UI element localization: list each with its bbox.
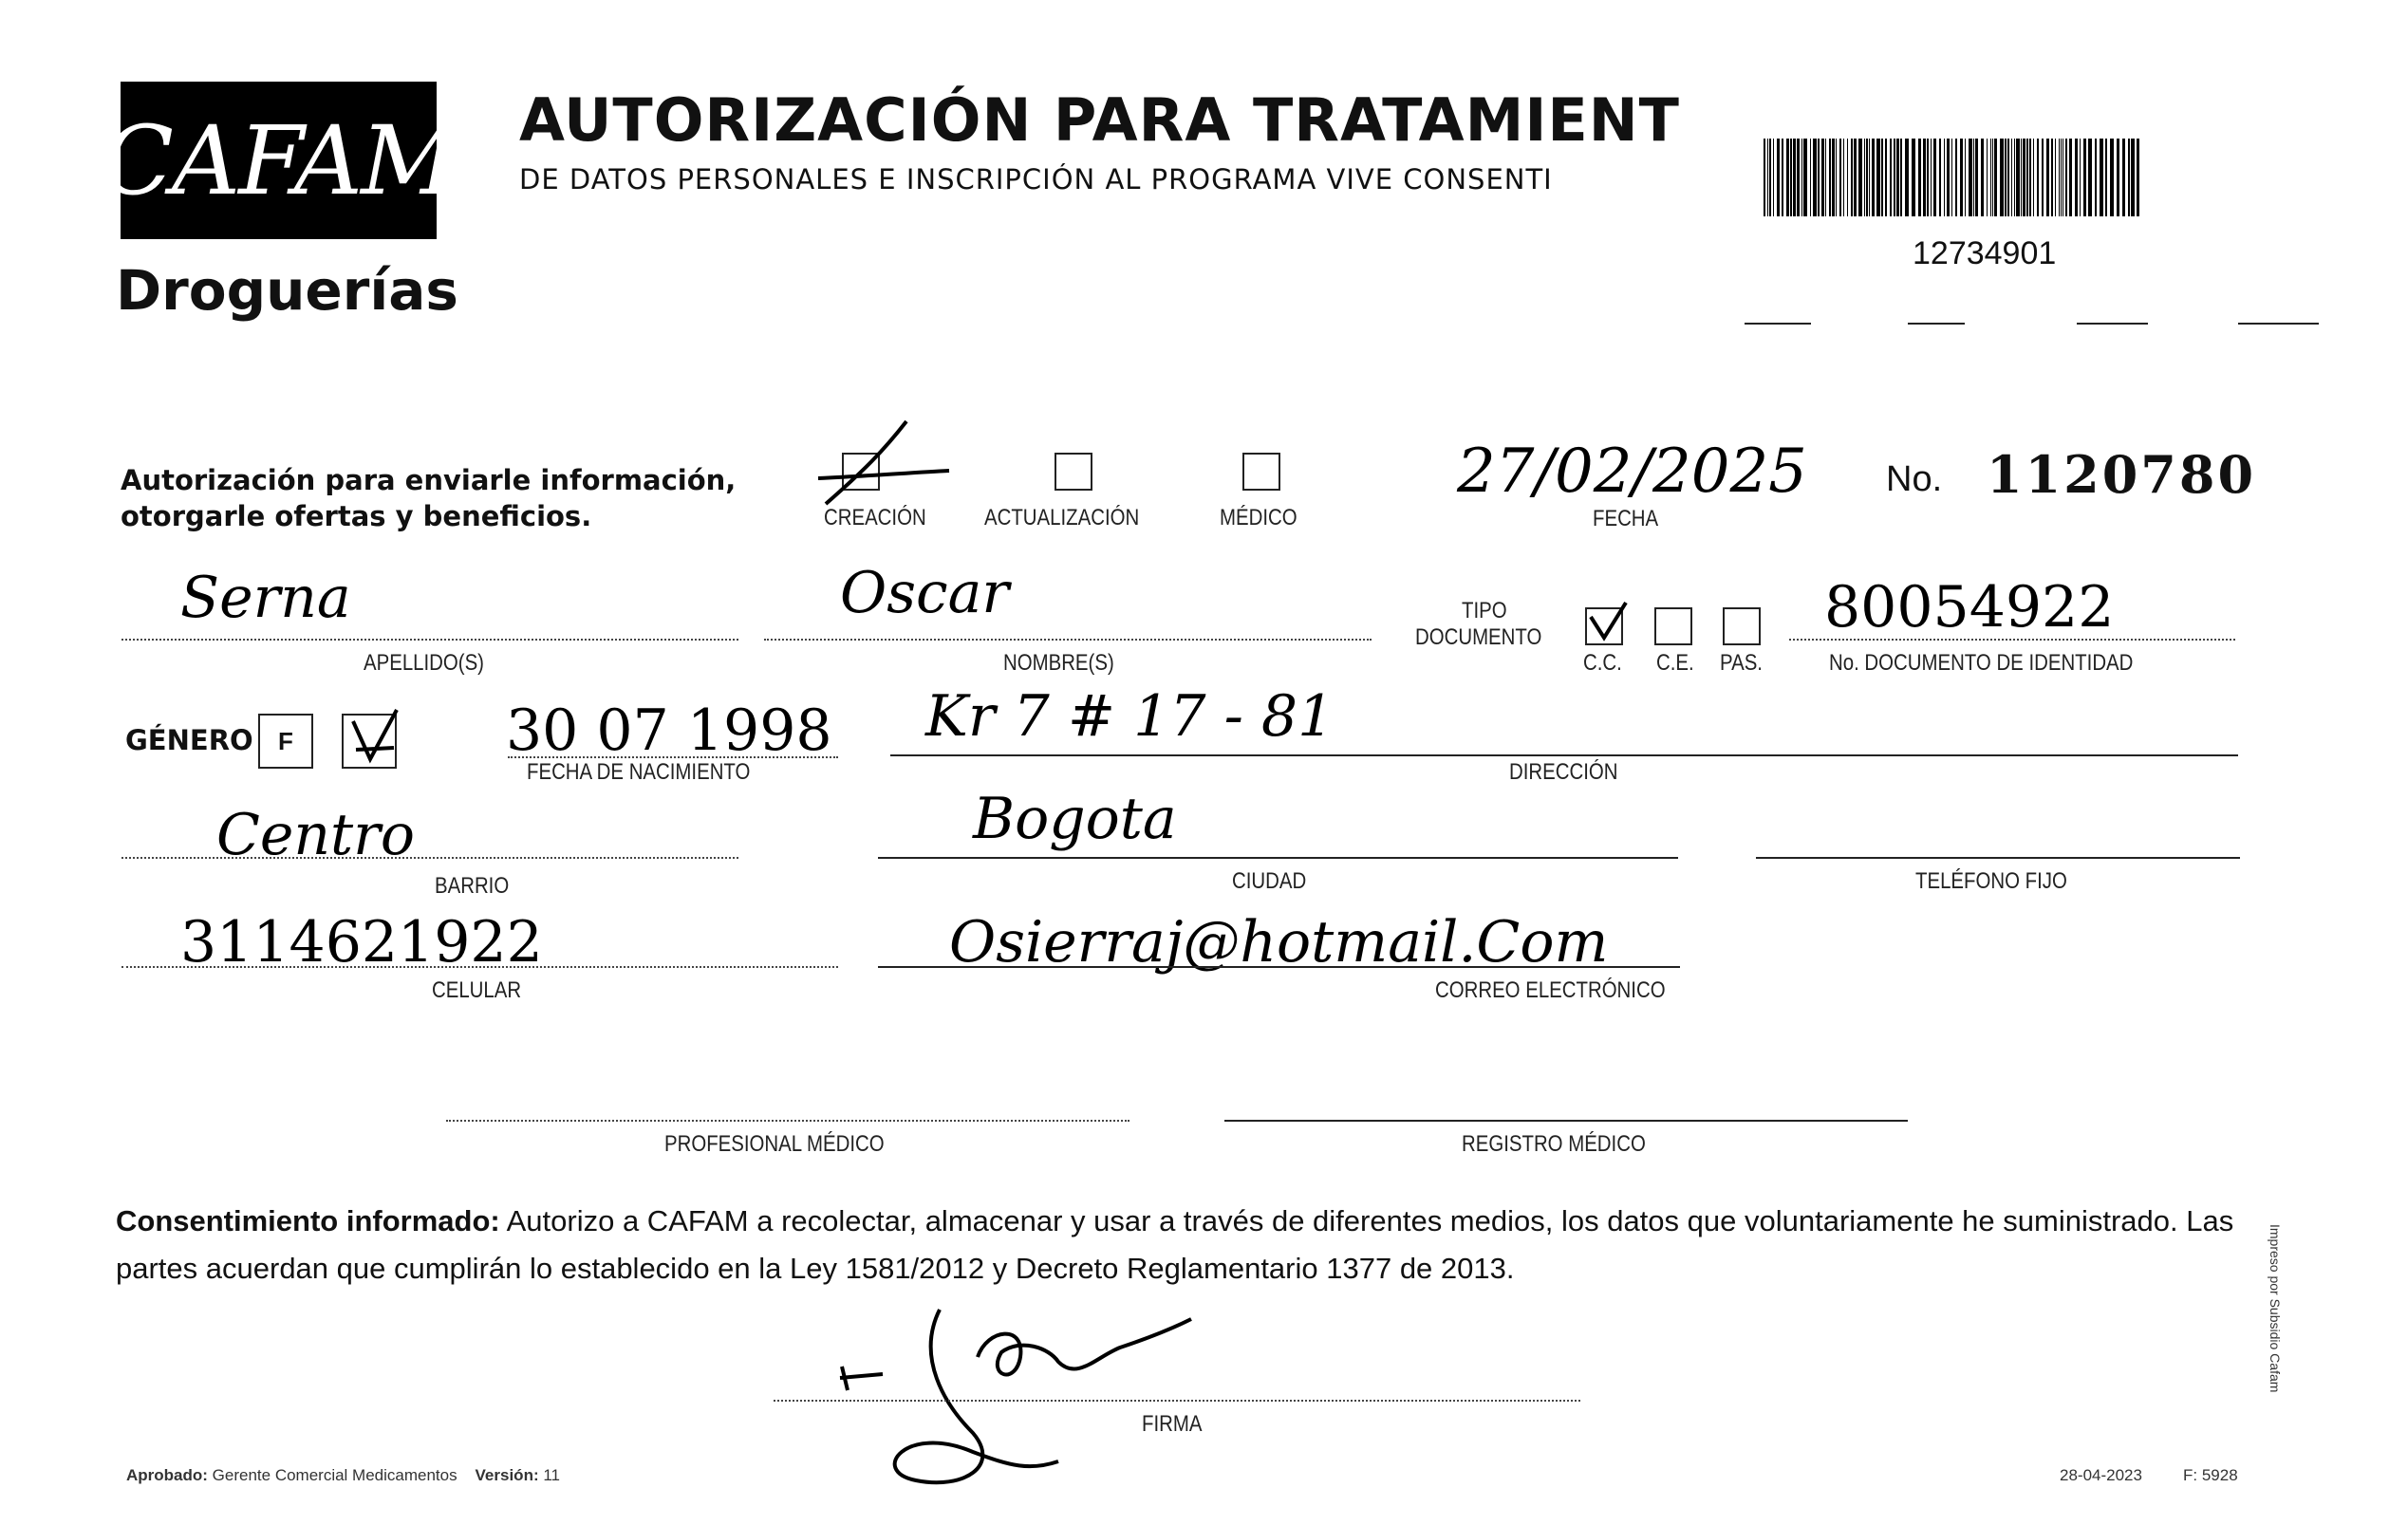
profesional-line	[446, 1120, 1129, 1122]
ciudad-value: Bogota	[973, 786, 1177, 852]
barcode-bar	[1931, 139, 1932, 216]
form-number: 1120780	[1987, 444, 2257, 505]
nacimiento-line	[508, 756, 838, 758]
barcode-bar	[1782, 139, 1783, 216]
barcode-bar	[1803, 139, 1807, 216]
barcode-bar	[1981, 139, 1984, 216]
barcode-bar	[2014, 139, 2015, 216]
divider	[2077, 323, 2148, 325]
form-title: AUTORIZACIÓN PARA TRATAMIENT	[519, 85, 1680, 155]
tipo-label: TIPO	[1462, 598, 1507, 623]
barcode-bar	[1866, 139, 1868, 216]
signature-line	[774, 1400, 1580, 1402]
ciudad-line	[878, 857, 1678, 859]
footer-approval	[126, 1466, 560, 1485]
correo-line	[878, 966, 1680, 968]
barcode-bar	[1821, 139, 1824, 216]
direccion-label: DIRECCIÓN	[1509, 759, 1618, 785]
nombres-label: NOMBRE(S)	[1003, 650, 1114, 676]
barcode-bar	[1876, 139, 1880, 216]
barcode-bar	[2005, 139, 2007, 216]
barcode-bar	[1769, 139, 1771, 216]
profesional-label: PROFESIONAL MÉDICO	[664, 1131, 885, 1157]
genero-f-label: F	[278, 726, 293, 755]
barcode	[1764, 139, 2143, 216]
doc-ce-checkbox[interactable]	[1654, 607, 1692, 645]
barcode-bar	[2000, 139, 2004, 216]
side-print-text: Impreso por Subsidio Cafam	[2268, 1224, 2283, 1393]
apellidos-label: APELLIDO(S)	[364, 650, 484, 676]
barcode-bar	[2026, 139, 2028, 216]
barcode-bar	[1829, 139, 1831, 216]
signature	[774, 1300, 1305, 1509]
barcode-bar	[1896, 139, 1899, 216]
barcode-bar	[1793, 139, 1796, 216]
barcode-bar	[1786, 139, 1789, 216]
doc-ce-label: C.E.	[1656, 650, 1694, 676]
no-label: No.	[1886, 459, 1943, 499]
barcode-bar	[1973, 139, 1974, 216]
logo-text: CAFAM	[101, 104, 457, 216]
barcode-bar	[1905, 139, 1909, 216]
telefono-label: TELÉFONO FIJO	[1915, 868, 2067, 894]
telefono-line	[1756, 857, 2240, 859]
barcode-bar	[1960, 139, 1963, 216]
divider	[2238, 323, 2319, 325]
barcode-bar	[1767, 139, 1768, 216]
direccion-value: Kr 7 # 17 - 81	[925, 683, 1335, 750]
doc-pas-label: PAS.	[1720, 650, 1763, 676]
barcode-bar	[1864, 139, 1865, 216]
celular-label: CELULAR	[432, 977, 522, 1003]
barcode-bar	[1843, 139, 1844, 216]
barcode-bar	[1927, 139, 1929, 216]
aprobado-label: Aprobado:	[126, 1466, 208, 1484]
nombres-line	[764, 639, 1372, 641]
barcode-bar	[2046, 139, 2049, 216]
check-mark-icon	[342, 702, 408, 773]
medical-checkbox[interactable]	[1242, 453, 1280, 491]
barcode-bar	[1918, 139, 1921, 216]
barcode-bar	[1975, 139, 1978, 216]
barcode-bar	[1900, 139, 1902, 216]
barcode-bar	[2128, 139, 2130, 216]
nombres-value: Oscar	[840, 560, 1010, 626]
barcode-bar	[2033, 139, 2034, 216]
barcode-bar	[1955, 139, 1957, 216]
barcode-bar	[2095, 139, 2097, 216]
barcode-bar	[2100, 139, 2103, 216]
barcode-bar	[2037, 139, 2039, 216]
barcode-bar	[2016, 139, 2020, 216]
barcode-bar	[1990, 139, 1991, 216]
ciudad-label: CIUDAD	[1232, 868, 1307, 894]
fecha-value: 27/02/2025	[1457, 437, 1807, 507]
doc-pas-checkbox[interactable]	[1723, 607, 1761, 645]
logo-subtitle: Droguerías	[116, 258, 458, 323]
check-mark-icon	[1583, 598, 1631, 650]
barcode-bar	[2007, 139, 2009, 216]
correo-value: Osierraj@hotmail.Com	[949, 909, 1609, 976]
barcode-bar	[1947, 139, 1950, 216]
cafam-logo	[101, 82, 457, 239]
barcode-bar	[1777, 139, 1780, 216]
barcode-bar	[1969, 139, 1972, 216]
doc-number-label: No. DOCUMENTO DE IDENTIDAD	[1829, 650, 2134, 676]
barcode-bar	[2065, 139, 2067, 216]
barcode-bar	[1881, 139, 1883, 216]
barcode-bar	[2075, 139, 2078, 216]
barrio-label: BARRIO	[435, 873, 510, 899]
barcode-number: 12734901	[1913, 235, 2057, 271]
footer-date: 28-04-2023	[2060, 1466, 2142, 1484]
barcode-bar	[2055, 139, 2056, 216]
divider	[1908, 323, 1965, 325]
aprobado-value: Gerente Comercial Medicamentos	[212, 1466, 457, 1484]
barcode-bar	[2122, 139, 2125, 216]
celular-line	[121, 966, 838, 968]
option-creacion-label: CREACIÓN	[824, 505, 926, 530]
barcode-bar	[1839, 139, 1841, 216]
form-subtitle: DE DATOS PERSONALES E INSCRIPCIÓN AL PROGRAMA VIVE CONSENTI	[519, 163, 1553, 195]
barcode-bar	[2051, 139, 2053, 216]
signature-label: FIRMA	[1142, 1411, 1203, 1437]
barrio-value: Centro	[216, 802, 415, 868]
barcode-bar	[1790, 139, 1792, 216]
direccion-line	[890, 754, 2238, 756]
barcode-bar	[2061, 139, 2062, 216]
barcode-bar	[1851, 139, 1853, 216]
barcode-bar	[2069, 139, 2072, 216]
option-actualizacion-label: ACTUALIZACIÓN	[984, 505, 1140, 530]
authorization-text	[121, 462, 736, 534]
barcode-bar	[1854, 139, 1857, 216]
divider	[1745, 323, 1811, 325]
barcode-bar	[1836, 139, 1837, 216]
barcode-bar	[1885, 139, 1887, 216]
barcode-bar	[1939, 139, 1941, 216]
barcode-bar	[1818, 139, 1820, 216]
barcode-bar	[2131, 139, 2135, 216]
barcode-bar	[1912, 139, 1915, 216]
genero-label: GÉNERO	[125, 724, 253, 756]
barcode-bar	[1810, 139, 1811, 216]
consent-body: Autorizo a CAFAM a recolectar, almacenar y usar a través de diferentes medios, los datos que voluntariamente he suministrado. Las partes acuerdan que cumplirán lo establecido en la Ley 1581/2012 y Decreto Reglamentario 1377 de 2013.	[116, 1204, 2234, 1285]
barcode-bar	[1890, 139, 1892, 216]
nacimiento-value: 30 07 1998	[506, 697, 832, 764]
barcode-bar	[1944, 139, 1945, 216]
barcode-bar	[2023, 139, 2025, 216]
consent-heading: Consentimiento informado:	[116, 1204, 500, 1237]
barcode-bar	[1773, 139, 1774, 216]
barcode-bar	[1764, 139, 1765, 216]
doc-number-value: 80054922	[1824, 574, 2115, 641]
barcode-bar	[2137, 139, 2139, 216]
authorization-line-2: otorgarle ofertas y beneficios.	[121, 500, 592, 532]
barcode-bar	[1858, 139, 1862, 216]
fecha-label: FECHA	[1593, 506, 1659, 531]
barcode-bar	[1994, 139, 1997, 216]
barcode-bar	[1965, 139, 1966, 216]
barcode-bar	[2117, 139, 2119, 216]
barcode-bar	[2042, 139, 2044, 216]
barcode-bar	[1923, 139, 1926, 216]
barcode-bar	[2110, 139, 2114, 216]
barcode-bar	[2059, 139, 2060, 216]
documento-label: DOCUMENTO	[1415, 624, 1542, 650]
barcode-bar	[2011, 139, 2012, 216]
update-checkbox[interactable]	[1055, 453, 1092, 491]
consent-text	[116, 1198, 2251, 1293]
barcode-bar	[2105, 139, 2107, 216]
barcode-bar	[1797, 139, 1800, 216]
version-label: Versión:	[475, 1466, 539, 1484]
option-medico-label: MÉDICO	[1220, 505, 1297, 530]
barcode-bar	[1951, 139, 1952, 216]
apellidos-line	[121, 639, 738, 641]
barcode-bar	[2021, 139, 2022, 216]
barcode-bar	[1847, 139, 1848, 216]
footer-form-code: F: 5928	[2183, 1466, 2238, 1484]
barcode-bar	[2080, 139, 2081, 216]
doc-number-line	[1789, 639, 2235, 641]
authorization-line-1: Autorización para enviarle información,	[121, 464, 737, 496]
correo-label: CORREO ELECTRÓNICO	[1435, 977, 1666, 1003]
barcode-bar	[2083, 139, 2086, 216]
barcode-bar	[1987, 139, 1988, 216]
barcode-bar	[1825, 139, 1826, 216]
barcode-bar	[2088, 139, 2092, 216]
barcode-bar	[1992, 139, 1993, 216]
nacimiento-label: FECHA DE NACIMIENTO	[527, 759, 751, 785]
celular-value: 3114621922	[180, 909, 543, 976]
barcode-bar	[1872, 139, 1875, 216]
apellidos-value: Serna	[180, 565, 351, 631]
barcode-bar	[2029, 139, 2031, 216]
registro-line	[1224, 1120, 1908, 1122]
barrio-line	[121, 857, 738, 859]
barcode-bar	[1813, 139, 1817, 216]
barcode-bar	[1933, 139, 1936, 216]
barcode-bar	[1832, 139, 1835, 216]
barcode-bar	[1894, 139, 1895, 216]
barcode-bar	[1801, 139, 1802, 216]
registro-label: REGISTRO MÉDICO	[1462, 1131, 1646, 1157]
version-value: 11	[543, 1466, 561, 1484]
doc-cc-label: C.C.	[1583, 650, 1622, 676]
barcode-bar	[1869, 139, 1870, 216]
genero-f-checkbox[interactable]	[258, 714, 313, 769]
